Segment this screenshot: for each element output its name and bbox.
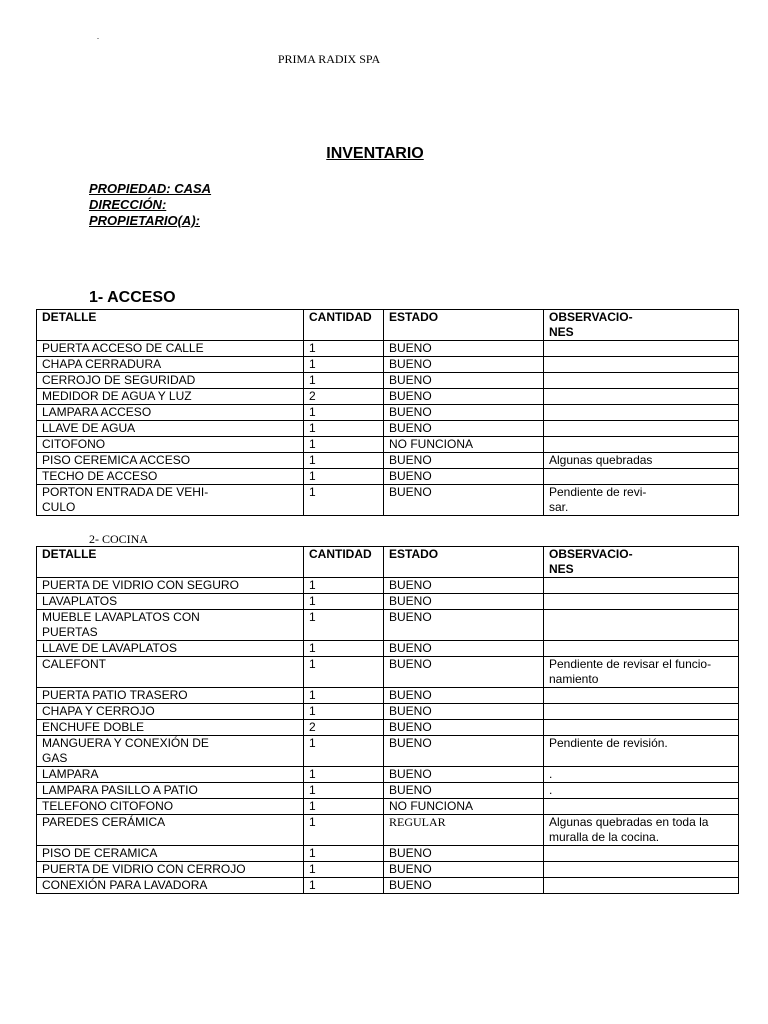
cell-detalle: MEDIDOR DE AGUA Y LUZ xyxy=(37,389,304,405)
property-info xyxy=(89,181,211,229)
cell-detalle: CALEFONT xyxy=(37,657,304,688)
cell-cantidad: 1 xyxy=(304,485,384,516)
cell-observaciones xyxy=(544,878,739,894)
cell-detalle: CONEXIÓN PARA LAVADORA xyxy=(37,878,304,894)
table-row xyxy=(37,641,739,657)
table-row xyxy=(37,720,739,736)
cell-detalle: LAMPARA xyxy=(37,767,304,783)
cell-detalle-line-2: CULO xyxy=(42,500,76,514)
cell-cantidad: 1 xyxy=(304,736,384,767)
cell-detalle: TELEFONO CITOFONO xyxy=(37,799,304,815)
cell-cantidad: 1 xyxy=(304,373,384,389)
cell-cantidad: 1 xyxy=(304,594,384,610)
col-observaciones-line-1: OBSERVACIO- xyxy=(549,547,633,561)
cell-cantidad: 1 xyxy=(304,437,384,453)
cell-observaciones: Algunas quebradas xyxy=(544,453,739,469)
table-header-row xyxy=(37,310,739,341)
cell-detalle: LAMPARA ACCESO xyxy=(37,405,304,421)
cell-estado: BUENO xyxy=(384,453,544,469)
cell-estado: BUENO xyxy=(384,357,544,373)
cell-observaciones: Pendiente de revisión. xyxy=(544,736,739,767)
col-detalle: DETALLE xyxy=(37,547,304,578)
table-row xyxy=(37,846,739,862)
cell-estado: BUENO xyxy=(384,389,544,405)
cell-detalle xyxy=(37,485,304,516)
cell-observaciones xyxy=(544,485,739,516)
cell-observaciones xyxy=(544,357,739,373)
col-detalle: DETALLE xyxy=(37,310,304,341)
cell-estado: NO FUNCIONA xyxy=(384,437,544,453)
cell-observaciones xyxy=(544,704,739,720)
table-row xyxy=(37,862,739,878)
cell-observaciones xyxy=(544,862,739,878)
cell-cantidad: 1 xyxy=(304,878,384,894)
table-header-row xyxy=(37,547,739,578)
section-title-acceso: 1- ACCESO xyxy=(89,289,176,306)
cell-estado: BUENO xyxy=(384,657,544,688)
cell-detalle: LLAVE DE AGUA xyxy=(37,421,304,437)
table-row xyxy=(37,389,739,405)
cell-estado: NO FUNCIONA xyxy=(384,799,544,815)
cell-cantidad: 2 xyxy=(304,720,384,736)
cell-detalle: CERROJO DE SEGURIDAD xyxy=(37,373,304,389)
cell-cantidad: 1 xyxy=(304,862,384,878)
cell-detalle: CHAPA Y CERROJO xyxy=(37,704,304,720)
cell-estado: BUENO xyxy=(384,405,544,421)
cell-estado: BUENO xyxy=(384,421,544,437)
cell-detalle: TECHO DE ACCESO xyxy=(37,469,304,485)
cell-detalle-line-2: GAS xyxy=(42,751,68,765)
cell-cantidad: 2 xyxy=(304,389,384,405)
cell-detalle: ENCHUFE DOBLE xyxy=(37,720,304,736)
table-row xyxy=(37,736,739,767)
table-row xyxy=(37,578,739,594)
cell-cantidad: 1 xyxy=(304,421,384,437)
cell-estado: BUENO xyxy=(384,878,544,894)
table-row xyxy=(37,878,739,894)
cell-detalle-line-1: PORTON ENTRADA DE VEHI- xyxy=(42,485,209,499)
cell-detalle xyxy=(37,610,304,641)
table-row xyxy=(37,453,739,469)
cell-detalle-line-2: PUERTAS xyxy=(42,625,98,639)
cell-cantidad: 1 xyxy=(304,783,384,799)
cell-observaciones-line-2: namiento xyxy=(549,672,599,686)
cell-detalle: PAREDES CERÁMICA xyxy=(37,815,304,846)
cell-cantidad: 1 xyxy=(304,799,384,815)
table-row xyxy=(37,469,739,485)
cell-detalle: LAVAPLATOS xyxy=(37,594,304,610)
cell-cantidad: 1 xyxy=(304,815,384,846)
table-row xyxy=(37,357,739,373)
table-row xyxy=(37,405,739,421)
table-row xyxy=(37,767,739,783)
cell-cantidad: 1 xyxy=(304,704,384,720)
cell-estado: BUENO xyxy=(384,485,544,516)
cell-detalle: PISO CEREMICA ACCESO xyxy=(37,453,304,469)
table-row xyxy=(37,783,739,799)
col-observaciones xyxy=(544,547,739,578)
stray-dot: . xyxy=(97,32,99,41)
col-estado: ESTADO xyxy=(384,310,544,341)
cell-observaciones-line-2: sar. xyxy=(549,500,569,514)
cell-detalle: PUERTA DE VIDRIO CON SEGURO xyxy=(37,578,304,594)
cell-detalle: CHAPA CERRADURA xyxy=(37,357,304,373)
cell-observaciones xyxy=(544,373,739,389)
cell-estado: BUENO xyxy=(384,862,544,878)
cell-estado: BUENO xyxy=(384,341,544,357)
inventory-table-cocina xyxy=(36,546,739,894)
property-address: DIRECCIÓN: xyxy=(89,197,167,212)
table-row xyxy=(37,437,739,453)
cell-observaciones xyxy=(544,815,739,846)
cell-cantidad: 1 xyxy=(304,469,384,485)
cell-observaciones: . xyxy=(544,767,739,783)
col-estado: ESTADO xyxy=(384,547,544,578)
cell-observaciones: . xyxy=(544,783,739,799)
col-observaciones xyxy=(544,310,739,341)
cell-detalle: PUERTA ACCESO DE CALLE xyxy=(37,341,304,357)
cell-estado: BUENO xyxy=(384,783,544,799)
cell-observaciones xyxy=(544,688,739,704)
cell-detalle: LAMPARA PASILLO A PATIO xyxy=(37,783,304,799)
section-title-cocina: 2- COCINA xyxy=(89,532,148,546)
cell-observaciones-line-1: Pendiente de revi- xyxy=(549,485,647,499)
cell-detalle: LLAVE DE LAVAPLATOS xyxy=(37,641,304,657)
col-observaciones-line-2: NES xyxy=(549,562,574,576)
cell-estado: BUENO xyxy=(384,578,544,594)
cell-cantidad: 1 xyxy=(304,453,384,469)
cell-observaciones xyxy=(544,421,739,437)
col-observaciones-line-2: NES xyxy=(549,325,574,339)
cell-cantidad: 1 xyxy=(304,405,384,421)
cell-observaciones xyxy=(544,578,739,594)
col-cantidad: CANTIDAD xyxy=(304,547,384,578)
cell-observaciones xyxy=(544,720,739,736)
cell-estado: BUENO xyxy=(384,594,544,610)
cell-observaciones xyxy=(544,641,739,657)
property-type: PROPIEDAD: CASA xyxy=(89,181,212,196)
cell-estado: BUENO xyxy=(384,736,544,767)
table-row xyxy=(37,610,739,641)
cell-observaciones-line-1: Pendiente de revisar el funcio- xyxy=(549,657,712,671)
table-row xyxy=(37,373,739,389)
cell-observaciones xyxy=(544,846,739,862)
cell-cantidad: 1 xyxy=(304,357,384,373)
property-owner: PROPIETARIO(A): xyxy=(89,213,200,228)
table-row xyxy=(37,421,739,437)
cell-observaciones-line-1: Algunas quebradas en toda la xyxy=(549,815,709,829)
cell-detalle: PUERTA DE VIDRIO CON CERROJO xyxy=(37,862,304,878)
cell-cantidad: 1 xyxy=(304,578,384,594)
col-observaciones-line-1: OBSERVACIO- xyxy=(549,310,633,324)
table-row xyxy=(37,815,739,846)
table-row xyxy=(37,341,739,357)
cell-observaciones xyxy=(544,594,739,610)
cell-observaciones xyxy=(544,610,739,641)
cell-estado: BUENO xyxy=(384,469,544,485)
cell-estado: BUENO xyxy=(384,846,544,862)
company-name: PRIMA RADIX SPA xyxy=(277,52,381,66)
cell-cantidad: 1 xyxy=(304,641,384,657)
cell-observaciones xyxy=(544,657,739,688)
cell-estado: BUENO xyxy=(384,720,544,736)
cell-detalle xyxy=(37,736,304,767)
cell-detalle-line-1: MANGUERA Y CONEXIÓN DE xyxy=(42,736,209,750)
cell-observaciones xyxy=(544,341,739,357)
cell-detalle: PUERTA PATIO TRASERO xyxy=(37,688,304,704)
cell-observaciones xyxy=(544,469,739,485)
cell-observaciones-line-2: muralla de la cocina. xyxy=(549,830,660,844)
cell-cantidad: 1 xyxy=(304,767,384,783)
table-row xyxy=(37,704,739,720)
cell-observaciones xyxy=(544,389,739,405)
inventory-table-acceso xyxy=(36,309,739,516)
cell-cantidad: 1 xyxy=(304,657,384,688)
cell-estado: BUENO xyxy=(384,704,544,720)
cell-cantidad: 1 xyxy=(304,341,384,357)
table-row xyxy=(37,594,739,610)
table-row xyxy=(37,799,739,815)
cell-cantidad: 1 xyxy=(304,610,384,641)
cell-observaciones xyxy=(544,405,739,421)
cell-estado: REGULAR xyxy=(384,815,544,846)
cell-cantidad: 1 xyxy=(304,846,384,862)
cell-observaciones xyxy=(544,437,739,453)
cell-detalle-line-1: MUEBLE LAVAPLATOS CON xyxy=(42,610,200,624)
cell-estado: BUENO xyxy=(384,767,544,783)
cell-cantidad: 1 xyxy=(304,688,384,704)
table-row xyxy=(37,688,739,704)
cell-observaciones xyxy=(544,799,739,815)
col-cantidad: CANTIDAD xyxy=(304,310,384,341)
cell-detalle: CITOFONO xyxy=(37,437,304,453)
cell-estado: BUENO xyxy=(384,688,544,704)
cell-estado: BUENO xyxy=(384,641,544,657)
table-row xyxy=(37,657,739,688)
document-title: INVENTARIO xyxy=(326,145,424,162)
table-row xyxy=(37,485,739,516)
cell-estado: BUENO xyxy=(384,610,544,641)
cell-detalle: PISO DE CERAMICA xyxy=(37,846,304,862)
cell-estado: BUENO xyxy=(384,373,544,389)
